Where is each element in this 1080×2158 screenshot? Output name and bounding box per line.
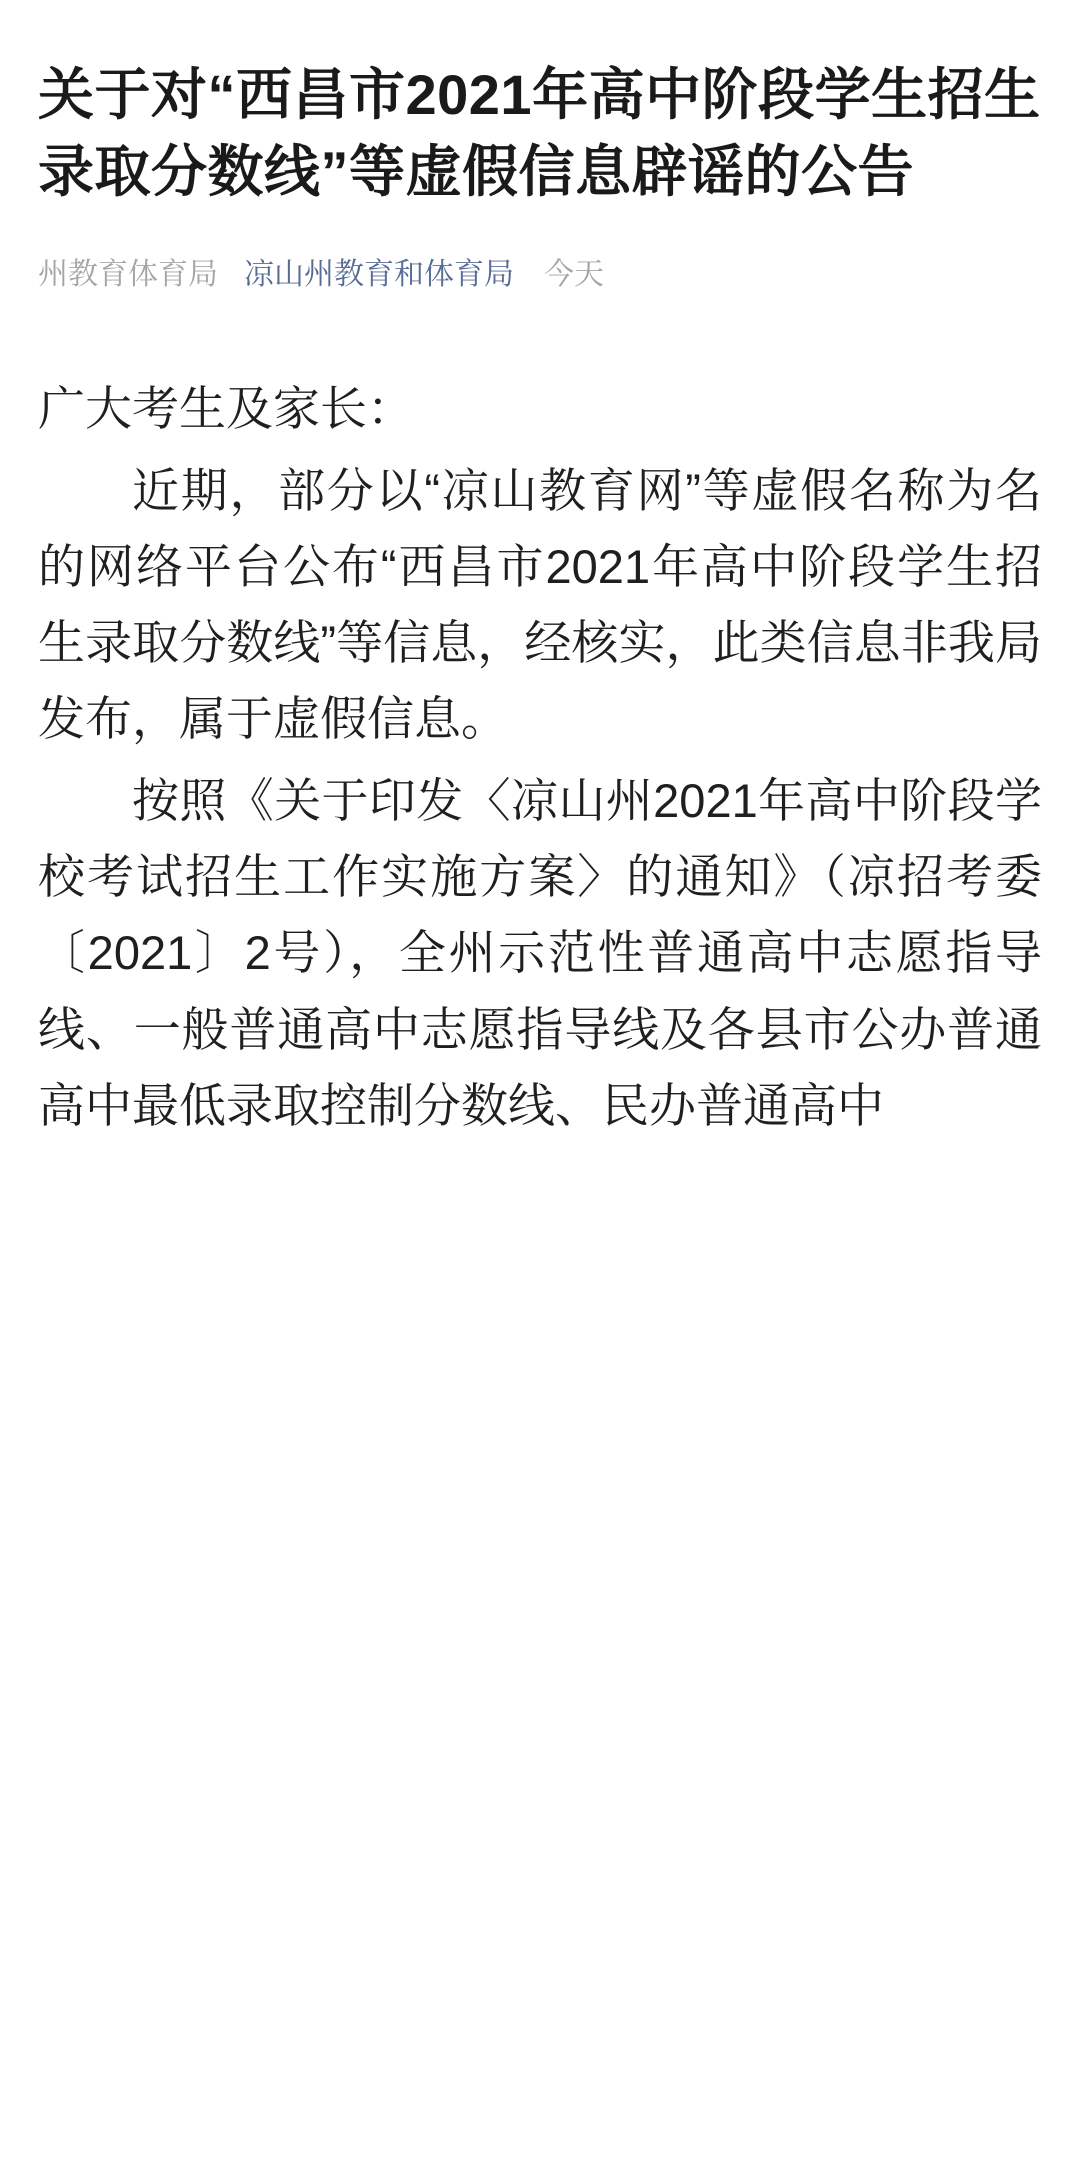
publish-time: 今天 xyxy=(544,257,604,291)
author-name: 州教育体育局 xyxy=(38,257,218,291)
paragraph-1: 近期，部分以“凉山教育网”等虚假名称为名的网络平台公布“西昌市2021年高中阶段学生招生录取分数线”等信息，经核实，此类信息非我局发布，属于虚假信息。 xyxy=(38,463,1042,746)
article-meta xyxy=(38,257,1042,293)
account-link[interactable]: 凉山州教育和体育局 xyxy=(244,257,514,291)
paragraph-2: 按照《关于印发〈凉山州2021年高中阶段学校考试招生工作实施方案〉的通知》（凉招考委〔2021〕2号），全州示范性普通高中志愿指导线、一般普通高中志愿指导线及各县市公办普通高中最低录取控制分数线、民办普通高中 xyxy=(38,774,1042,1132)
article-body xyxy=(38,371,1042,1144)
page-title: 关于对“西昌市2021年高中阶段学生招生录取分数线”等虚假信息辟谣的公告 xyxy=(38,63,1041,204)
paragraph-salutation: 广大考生及家长： xyxy=(38,381,414,435)
